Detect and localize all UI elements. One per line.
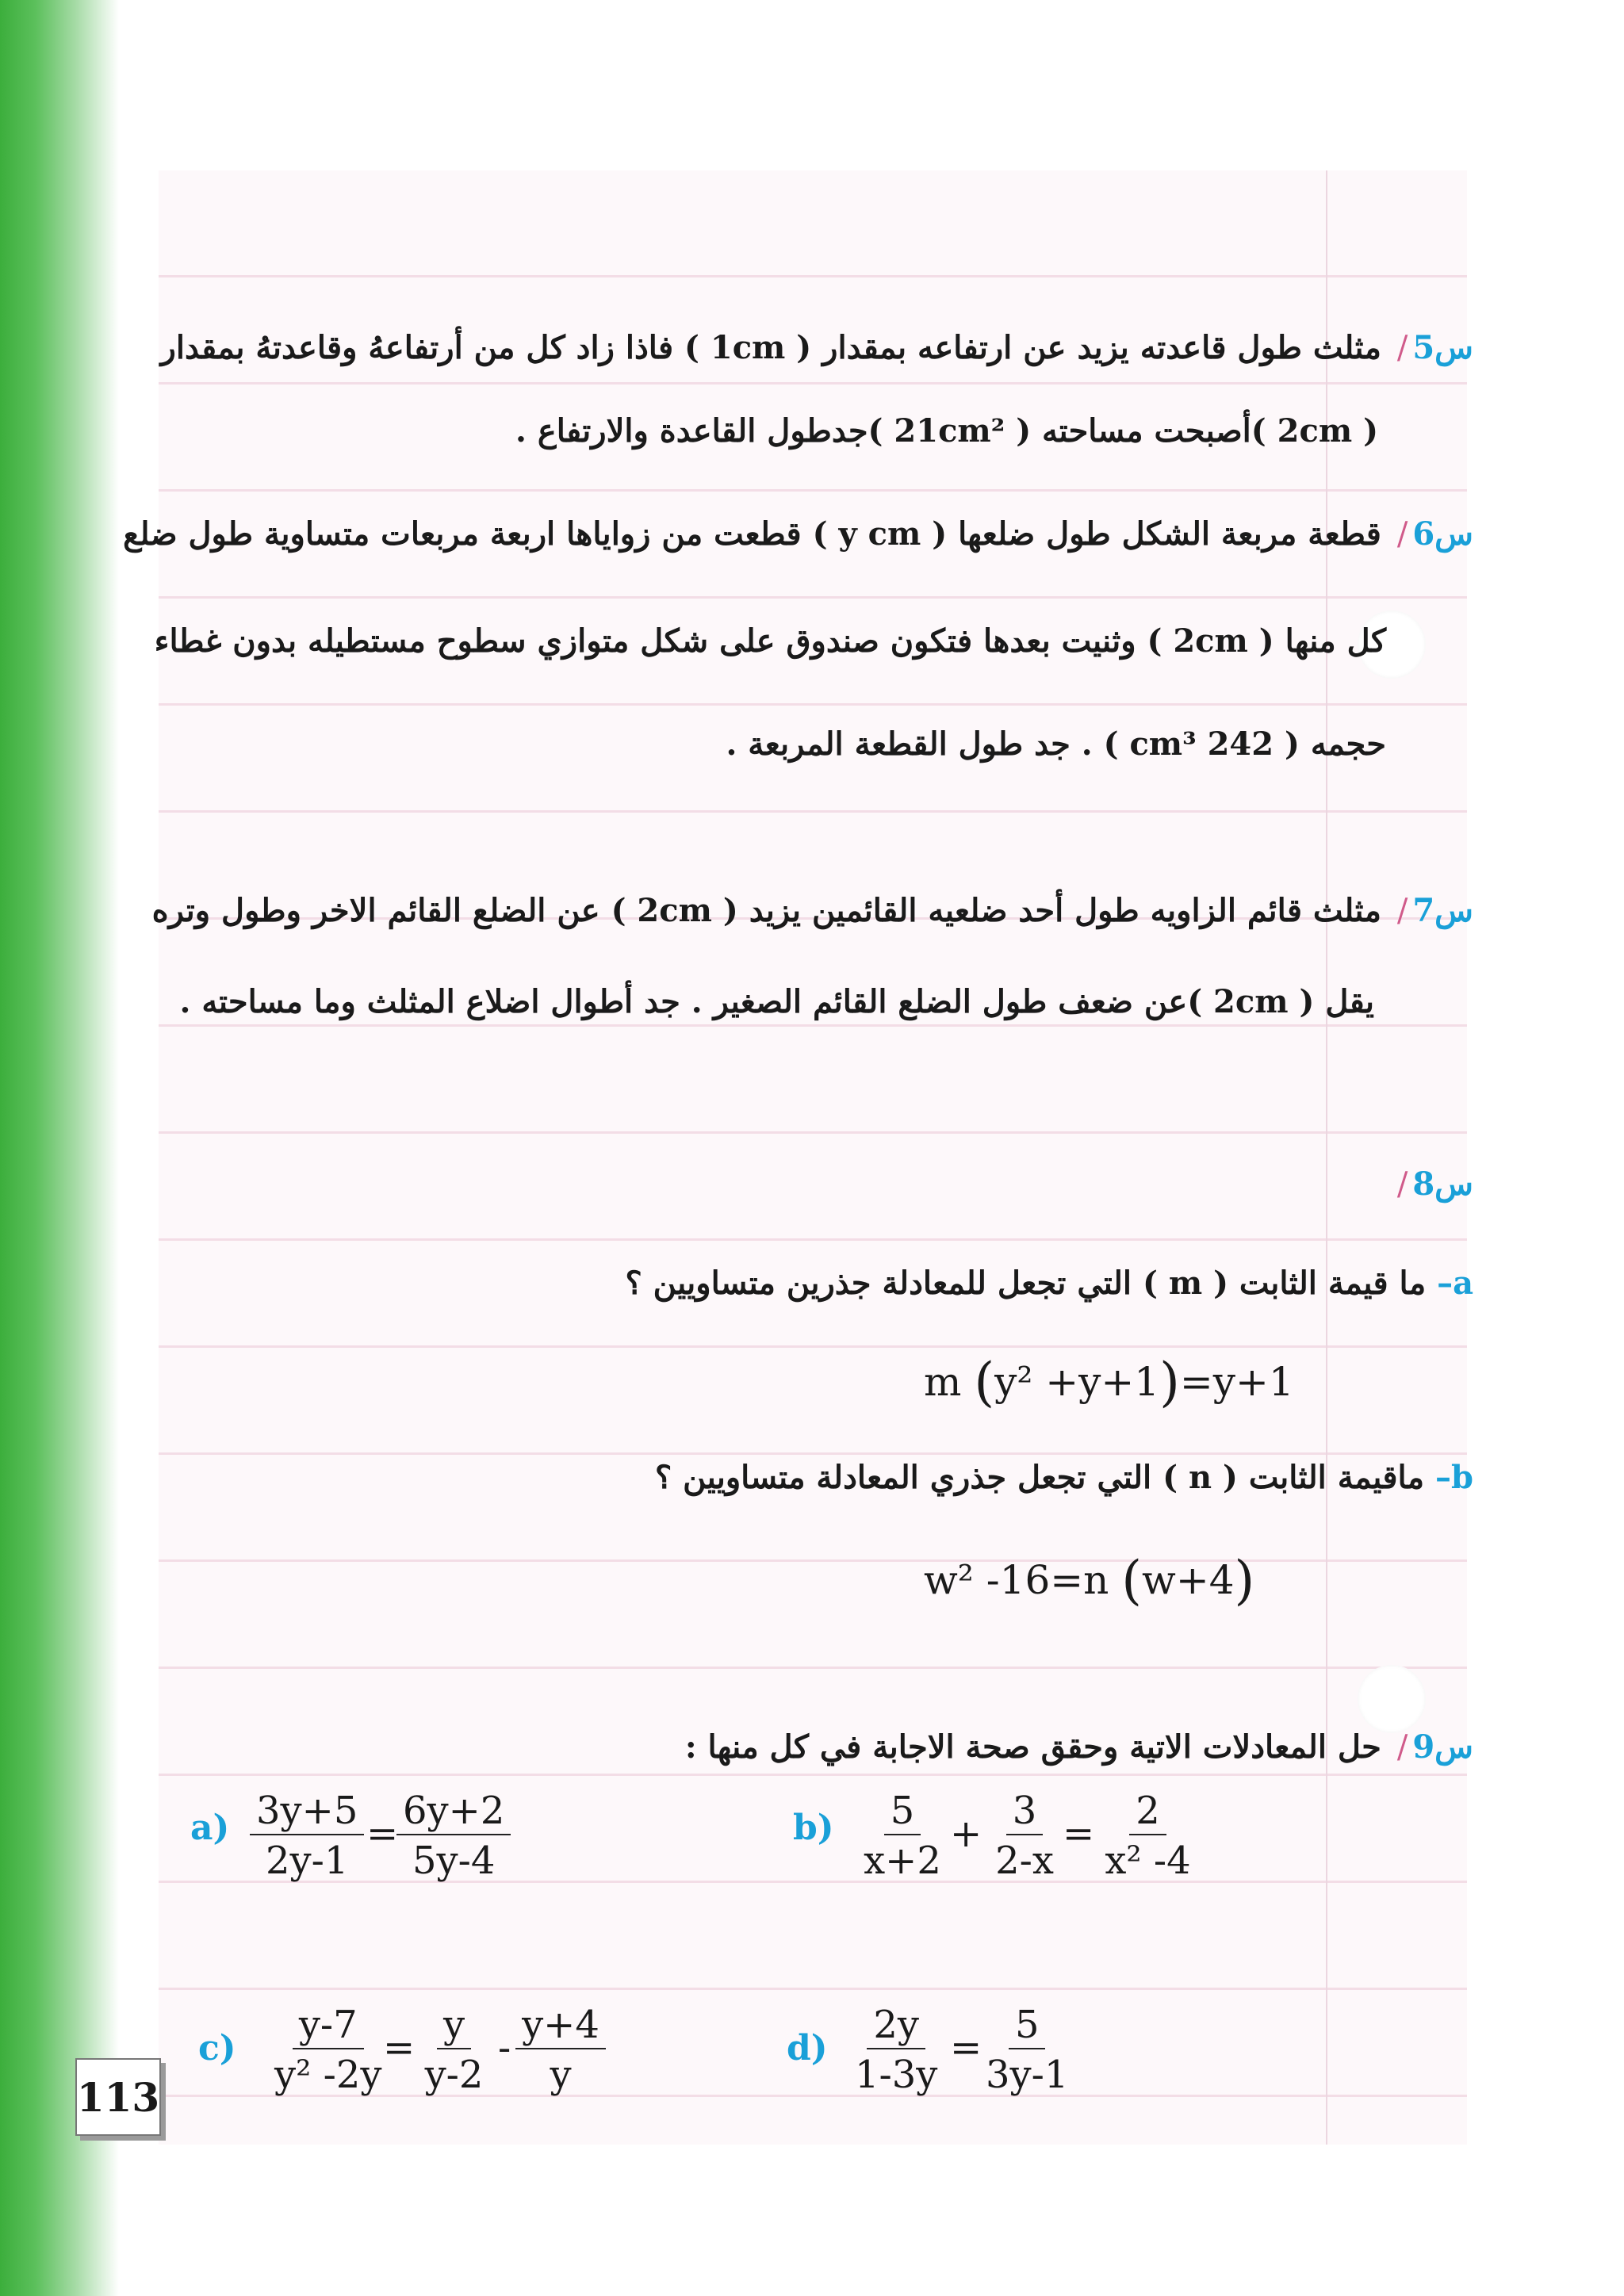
q5-text-1: مثلث طول قاعدته يزيد عن ارتفاعه بمقدار ( 1cm ) فاذا زاد كل من أرتفاعهُ وقاعدتهُ بمقدار	[160, 329, 1381, 366]
q7-text-1: مثلث قائم الزاويه طول أحد ضلعيه القائمين يزيد ( 2cm ) عن الضلع القائم الاخر وطول وتره	[151, 892, 1381, 929]
q5-line-1	[161, 329, 1473, 366]
fraction-numerator: 6y+2	[396, 1788, 511, 1835]
q9-c-equals: =	[383, 2026, 416, 2070]
q9-b-equals: =	[1063, 1812, 1095, 1856]
q5-number: س5	[1412, 329, 1473, 366]
q9-b-label: b)	[793, 1808, 834, 1848]
q9-a-fraction-2	[396, 1788, 511, 1886]
q5-separator: /	[1396, 330, 1408, 366]
q9-b-fraction-3	[1098, 1788, 1197, 1886]
fraction-denominator: x+2	[864, 1839, 941, 1883]
q8-b-label: b–	[1435, 1459, 1473, 1496]
q7-line-1	[152, 892, 1473, 929]
fraction-denominator: y² -2y	[274, 2053, 382, 2097]
fraction-numerator: 3	[1006, 1788, 1044, 1835]
fraction-denominator: 2y-1	[266, 1839, 349, 1883]
q8-a-text: ما قيمة الثابت ( m ) التي تجعل للمعادلة جذرين متساويين ؟	[625, 1265, 1427, 1302]
margin-line	[1326, 170, 1327, 2145]
fraction-denominator: 5y-4	[412, 1839, 496, 1883]
q7-separator: /	[1396, 893, 1408, 929]
q9-c-fraction-1	[268, 2002, 389, 2100]
q8-a-eq-inner: y² +y+1	[994, 1359, 1160, 1405]
q9-heading	[685, 1728, 1473, 1766]
fraction-numerator: 2	[1129, 1788, 1166, 1835]
q6-line-2: كل منها ( 2cm ) وثنيت بعدها فتكون صندوق على شكل متوازي سطوح مستطيله بدون غطاء	[154, 622, 1386, 660]
page-number: 113	[75, 2058, 161, 2136]
q8-a-equation: m (y² +y+1)=y+1	[924, 1352, 1294, 1413]
q9-c-label: c)	[198, 2028, 236, 2068]
q9-a-fraction-1	[250, 1788, 364, 1886]
fraction-numerator: 3y+5	[250, 1788, 364, 1835]
q8-part-a	[625, 1265, 1473, 1302]
green-margin-strip	[0, 0, 119, 2296]
q9-d-fraction-2	[979, 2002, 1074, 2100]
fraction-denominator: y-2	[424, 2053, 484, 2097]
q8-b-eq-lhs: w² -16=n	[924, 1557, 1109, 1603]
q8-a-eq-rhs: =y+1	[1179, 1359, 1294, 1405]
q9-b-plus: +	[950, 1812, 982, 1856]
q8-b-eq-inner: w+4	[1142, 1557, 1235, 1603]
binder-hole	[1358, 1665, 1426, 1733]
fraction-numerator: y	[437, 2002, 471, 2049]
q9-text: حل المعادلات الاتية وحقق صحة الاجابة في كل منها :	[684, 1728, 1381, 1766]
q9-b-fraction-1	[855, 1788, 950, 1886]
q8-b-equation: w² -16=n (w+4)	[924, 1550, 1255, 1611]
q9-separator: /	[1396, 1729, 1408, 1766]
fraction-denominator: 2-x	[995, 1839, 1054, 1883]
q6-line-1	[123, 515, 1473, 553]
q6-separator: /	[1396, 516, 1408, 553]
q9-d-label: d)	[787, 2028, 828, 2068]
q8-b-text: ماقيمة الثابت ( n ) التي تجعل جذري المعادلة متساويين ؟	[655, 1459, 1425, 1496]
q9-b-fraction-2	[977, 1788, 1072, 1886]
q9-c-fraction-3	[517, 2002, 604, 2100]
q7-line-2: يقل ( 2cm )عن ضعف طول الضلع القائم الصغير . جد أطوال اضلاع المثلث وما مساحته .	[179, 983, 1374, 1020]
q8-number: س8	[1412, 1165, 1473, 1203]
q7-number: س7	[1412, 892, 1473, 929]
fraction-numerator: 5	[884, 1788, 921, 1835]
q9-a-equals: =	[366, 1812, 399, 1856]
fraction-denominator: y	[550, 2053, 572, 2097]
q6-text-1: قطعة مربعة الشكل طول ضلعها ( y cm ) قطعت من زواياها اربعة مربعات متساوية طول ضلع	[123, 515, 1381, 553]
q8-separator: /	[1396, 1166, 1408, 1203]
q6-number: س6	[1412, 515, 1473, 553]
q8-heading	[1392, 1165, 1473, 1203]
q9-number: س9	[1412, 1728, 1473, 1766]
q8-part-b	[655, 1459, 1473, 1496]
q9-c-minus: -	[498, 2026, 511, 2070]
fraction-numerator: y-7	[293, 2002, 364, 2049]
fraction-denominator: 3y-1	[986, 2053, 1069, 2097]
fraction-numerator: 2y	[867, 2002, 925, 2049]
q5-line-2: ( 2cm )أصبحت مساحته ( 21cm² )جدطول القاعدة والارتفاع .	[515, 412, 1378, 450]
q9-d-fraction-1	[848, 2002, 944, 2100]
q8-a-eq-m: m	[924, 1359, 962, 1405]
fraction-numerator: 5	[1009, 2002, 1046, 2049]
fraction-denominator: x² -4	[1105, 1839, 1191, 1883]
fraction-numerator: y+4	[515, 2002, 606, 2049]
q8-a-label: a–	[1437, 1265, 1473, 1302]
q6-line-3: حجمه ( 242 cm³ ) . جد طول القطعة المربعة .	[726, 725, 1386, 763]
q9-c-fraction-2	[412, 2002, 496, 2100]
q9-a-label: a)	[190, 1808, 230, 1848]
fraction-denominator: 1-3y	[855, 2053, 938, 2097]
q9-d-equals: =	[950, 2026, 982, 2070]
